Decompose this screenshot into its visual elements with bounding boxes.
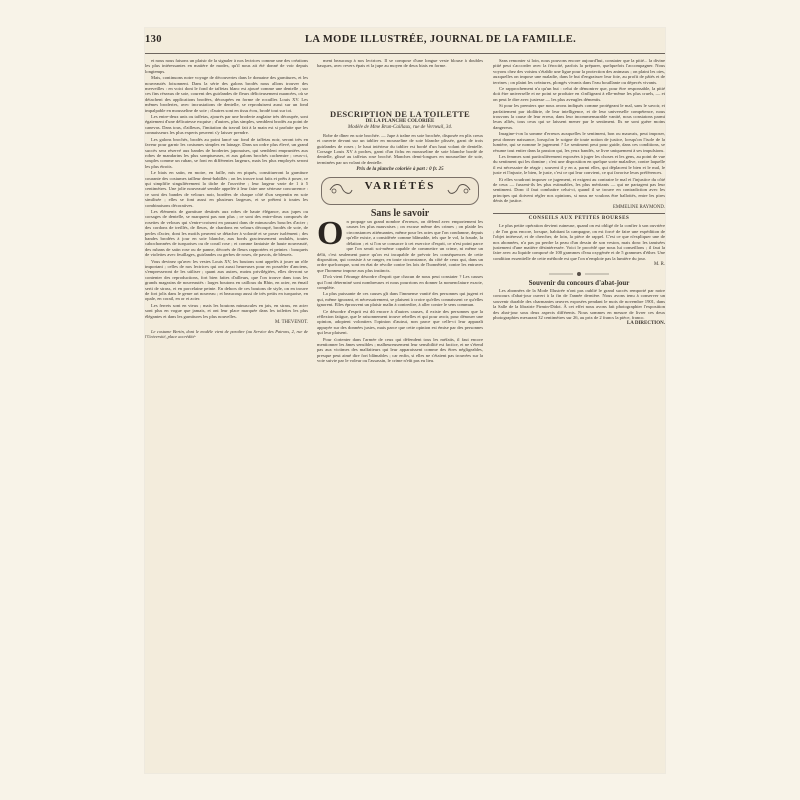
paragraph: Les galons brochés, brodés au point lancé sur fond de taffetas noir, seront très en faveur pour garnir les costumes simples en lainage. Dans un ordre plus élevé, un grand succès sera réservé aux bandes de broderies japonaises, qui semblent empruntées aux robes de mandarins les plus somptueuses, et aux galons brochés cachemire ; ceux-ci, souples comme un ruban, se font en différentes largeurs, mais les plus employés seront les plus étroits. <box>145 136 308 169</box>
column-right <box>493 58 665 770</box>
page-number: 130 <box>145 34 162 45</box>
scroll-ornament-icon <box>446 182 472 198</box>
description-text: Robe de dîner en soie brochée. — Jupe à traîne en soie brochée, disposée en plis creux et ouverte devant sur un tablier en mousseline de soie blanche plissée, garni de trois guirlandes de roses ; le haut intérieur du tablier est bordé d'un haut volant de dentelle. Corsage Louis XV à poches, garni d'un fichu en mousseline de soie blanche bordé de dentelle, glissé au taffetas rose broché. Manches demi-longues en mousseline de soie, terminées par un volant de dentelle. <box>317 132 483 165</box>
paragraph: D'où vient l'étrange désordre d'esprit que chacun de nous peut constater ? Les causes qui l'ont déterminé sont nombreuses et nous pourrions en donner la nomenclature exacte, complète. <box>317 274 483 290</box>
paragraph: Mais, continuons notre voyage de découvertes dans le domaine des garnitures, et les nouveautés foisonnent. Dans la série des galons brodés nous allons trouver des merveilles : en voici dont le fond de taffetas blanc est ajouré comme une dentelle ; sur ces fins réseaux de soie, courent des guirlandes de fleurs délicieusement nuancées, où se détachent des applications brodées, découpées en forme de rocailles Louis XV. Les mêmes broderies, avec incrustations de dentelle, se reproduisent aussi sur un fond impalpable en mousseline de soie ; d'autres sont en tissu écru, brodé tout sur toi. <box>145 75 308 113</box>
drop-cap: O <box>317 215 344 253</box>
paragraph: Le biais en satin, en moire, en faille, mis en piqués, constitueront la garniture courante des costumes tailleur demi-habillés ; on les trouve tout faits et prêts à poser, ce qui simplifie singulièrement la tâche de l'ouvrière ; leur largeur varie de 1 à 5 centimètres. Une jolie nouveauté semble appelée à leur faire une sérieuse concurrence : ce sont des bandes de velours noir, bordées de chaque côté d'un serpentin en soie similisée ; elles se font aussi en plusieurs largeurs, et se prêtent à toutes les combinaisons décoratives. <box>145 170 308 208</box>
paragraph: n propage un grand nombre d'erreurs, on défend avec emportement les causes les plus mauvaises ; on excuse même des crimes ; on plaide les circonstances atténuantes, même pour les actes que l'on condamne, depuis qu'elle existe, a considérée comme blâmable, tels que le vol, la fraude, la délation ; et si l'on se consacre à cet exercice d'esprit, ce n'est point parce que l'on serait soi-même capable de commettre un crime, ni même un délit, c'est seulement parce qu'on est incapable de prévoir les conséquences de cette disposition, qui consiste à se ranger, en toute circonstance, du côté de ceux qui, dans un ordre quelconque, sont en état de révolte contre les lois de l'honnêteté, contre les entraves que l'honneur impose aux plus instincts. <box>317 219 483 273</box>
paragraph: Les femmes sont particulièrement exposées à juger les choses et les gens, au point de vue du sentiment qui les domine ; c'est une disposition en quelque sorte maladive, contre laquelle il est nécessaire de réagir ; souvent il y en a, parmi elles, qui déplacent le bien et le mal, le juste et l'injuste, le bien, le juste, c'est ce qui leur convient, ce qui favorise leurs préférences. <box>493 153 665 176</box>
banner-title: VARIÉTÉS <box>364 179 436 192</box>
article-title: Sans le savoir <box>370 207 430 219</box>
paragraph: Et elles voudront imposer ce jugement, et exigent au contraire le mal et l'injustice du côté de ceux — fussent-ils les plus estimables, les plus méritants — qui ne partagent pas leur sentiment. Donc il faut combattre celui-ci, quand il se trouve en contradiction avec les principes qui doivent régler nos opinions, si nous ne voulons être ballottés, entre les pires dénis de justice. <box>493 176 665 204</box>
footnote: Le costume Bertin, dont le modèle vient de paraître (au Service des Patrons, 2, rue de l'Université, place accrédité- <box>145 328 308 339</box>
paragraph: La plus puissante de ces causes gît dans l'immense vanité des personnes qui jugent et qui, même ignorant, et nécessairement, se plaisent à croire qu'elles connaissent ce qu'elles ignorent. Elles éprouvent un plaisir malin à contredire, à aller contre le sens commun. <box>317 291 483 308</box>
newspaper-sheet <box>145 28 665 773</box>
varietes-banner <box>321 177 479 205</box>
paragraph: Ce rapprochement n'a qu'un but : celui de démontrer que, pour être responsable, la pitié doit être universelle et ne point se produire en s'infligeant à elle-même les plus cruels, — et on peut le dire avec justesse — les plus aveugles démentis. <box>493 86 665 102</box>
paragraph: Les ferrets sont en vieux ; mais les boutons minuscules en jais, en strass, en acier sont plus en vogue que jamais, et ont leur place marquée dans les toilettes les plus élégantes et dans les garnitures les plus nouvelles. <box>145 302 308 319</box>
signature: M. THEVENOT. <box>275 320 308 326</box>
description-model: Modèle de Mme Brun-Caillaux, rue de Verneuil, 34. <box>347 124 453 130</box>
description-price: Prix de la planche coloriée à part : 0 fr. 25 <box>356 167 444 173</box>
paragraph: Si pour les premiers que nous avons indiqués comme protégeant le mal, sans le savoir, et parfaitement par idolâtrie, de leur intelligence, et de leur universelle compétence, nous trouvons la cause de leur erreur, dans leur incommensurable vanité, nous constatons parmi leurs alliés, tous ceux qui se laissent mener par le sentiment. Ils ne sont guère moins dangereux. <box>493 103 665 130</box>
conseils-title: CONSEILS AUX PETITES BOURSES <box>493 213 665 221</box>
divider-ornament-icon <box>549 271 609 277</box>
paragraph: Vous devinez qu'avec les vestes Louis XV, les boutons sont appelés à jouer un rôle important ; celles de nos lectrices qui ont aussi heureuses pour en posséder d'anciens, s'empresseront de les utiliser ; quant aux autres, moins privilégiées, elles devront se contenter des reproductions, fort bien faites d'ailleurs, que l'on trouve dans tous les grands magasins de nouveautés : larges boutons en cailloux du Rhin, en acier, en émail serti de strass, et en porcelaine peinte. En dehors de ces boutons de style, on en trouve de fort jolis dans le genre art nouveau ; et beaucoup aussi de très petits en turquoise, en opale, en corail, en or et acier. <box>145 258 308 302</box>
paragraph: et nous nous faisons un plaisir de la signaler à nos lectrices comme une des créations les plus intéressantes en matière de modes, qu'il nous ait été donné de voir depuis longtemps. <box>145 58 308 74</box>
paragraph: ment beaucoup à nos lectrices. Il se compose d'une longue veste blouse à doubles basques, avec revers épais et la jupe au moyen de deux biais en forme. <box>317 58 483 69</box>
description-subtitle: DE LA PLANCHE COLORIÉE <box>365 118 435 124</box>
paragraph: Les entre-deux unis ou taffetas, ajourés par une broderie anglaise très découpée, sont égaiement d'une délicatesse exquise ; d'autres, plus simples, semblent brodés au point de canevas. Dans tous, d'ailleurs, l'imitation du travail fait à la main est si parfaite que les connaisseurs les plus experts peuvent s'y laisser prendre. <box>145 114 308 136</box>
paragraph: Le plus petite opération devient ruineuse, quand on est obligé de la confier à son ouvrière ; de l'on gras encore, lorsque, habitant la campagne, on est forcé de faire une expédition de l'objet intéressé, et de chercher, de loin, la pièce de rappel. C'est ce que n'expliquer une de nos abonnées, n'a pas pu perdre la peau d'un dessin de son veston, mais donc les tamisées justement d'une matière désintéressée. Voici le procédé que nous lui conseillons ; il faut la faire avec au liquide composé de 100 grammes d'eau oxygénée et de 5 grammes d'éther. Une condition essentielle de cette méthode est que l'on n'emploie pas la lumière du jour. <box>493 223 665 261</box>
paragraph: Ce désordre d'esprit est dû encore à d'autres causes, il existe des personnes que la réflexion fatigue, que le raisonnement trouve rebelles et qui pour avoir, pour dénouer une opinion, adoptent volontiers l'opinion d'autrui, non parce que celle-ci leur apparaît appuyée sur des données justes, mais parce que cette opinion est émise par des personnes qui leur plaisent. <box>317 308 483 336</box>
paragraph: Sans remonter si loin, nous pouvons encore aujourd'hui, constater que la pitié... la divine pitié peut s'accorder avec la férocité, parfois la préparer, quelquefois l'accompagner. Nous voyons chez des voisins s'établir une ligue pour la protection des animaux ; on plaint les oies, auxquelles on impose une maladie, dans le but d'engraisser leur foie, au profit de pâtés et de terrines ; on plaint les créatures, plongés vivants dans l'eau bouillante ou dépecés vivants. <box>493 58 665 85</box>
paragraph: Les éléments de garniture destinés aux robes de haute élégance, aux jupes ou corsages de dentelle, se marquent pas non plus ; ce sont des entre-deux composés de rosettes de velours qui s'entre-croisent en passant dans de minuscules boucles d'acier ; des cordons de treillés, de fleurs, de chardons en velours découpé, brodés de soie, de perles d'acier, dont les motifs peuvent se détacher à volonté et se poser isolément ; des bandes brodées à jour en soie blanche, aux bords gracieusement ondulés, toutes cabochonnées de turquoises ou de corail rose ; et comme fantaisie de haute nouveauté, des rubans de satin rose ou de panne, décorés de fleurs rapportées et peintes : bouquets de violettes avec feuillages, guirlandes ou gerbes de roses, de pavots, de bleuets. <box>145 208 308 258</box>
column-middle <box>317 58 483 770</box>
signature: LA DIRECTION. <box>626 321 665 327</box>
journal-title: LA MODE ILLUSTRÉE, JOURNAL DE LA FAMILLE. <box>305 34 577 45</box>
description-title: DESCRIPTION DE LA TOILETTE <box>330 108 470 119</box>
column-left <box>145 58 308 770</box>
paragraph: Les abonnées de la Mode Illustrée n'ont pas oublié le grand succès remporté par notre concours d'abat-jour ouvert à la fin de l'année dernière. Nous avons tenu à conserver un souvenir durable des charmantes œuvres exposées pendant le mois de novembre 1901, dans la Salle de la librairie Firmin-Didot. À cet effet nous avons fait photographier l'exposition des abat-jour sous deux aspects différents. Nous sommes en mesure de livrer ces deux photographies mesurant 32 centimètres sur 26, au prix de 2 francs la pièce, franco. <box>493 288 665 321</box>
paragraph: Imagine-t-on la somme d'erreurs auxquelles le sentiment, bon ou mauvais, peut imposer, peut donner naissance, lorsqu'on le soigne de toute notion de justice, lorsqu'on l'isole de la lumière, qui se nomme le jugement ? Le sentiment peut pour guide, dans ces conditions, se résume tout entier dans la passion qui, les yeux bandés, se livre uniquement à ses impulsions. <box>493 131 665 153</box>
signature: M. R. <box>653 262 665 268</box>
page-header <box>145 34 665 50</box>
signature: EMMELINE RAYMOND. <box>612 204 665 210</box>
paragraph: Pour s'orienter dans l'armée de ceux qui défendent tous les méfaits, il faut encore mentionner les âmes sensibles ; malheureusement leur sensibilité est factice, et ne s'étend pas aux victimes des malfaiteurs qui leur apparaissent comme des êtres négligeables, presque peut aimé dire fort blâmables ; car enfin, si elles ne s'étaient pas trouvées sur la voie suivie par le voleur ou l'assassin, le crime n'eût pas eu lieu. <box>317 336 483 364</box>
header-rule <box>145 53 665 54</box>
souvenir-title: Souvenir du concours d'abat-jour <box>528 278 630 287</box>
